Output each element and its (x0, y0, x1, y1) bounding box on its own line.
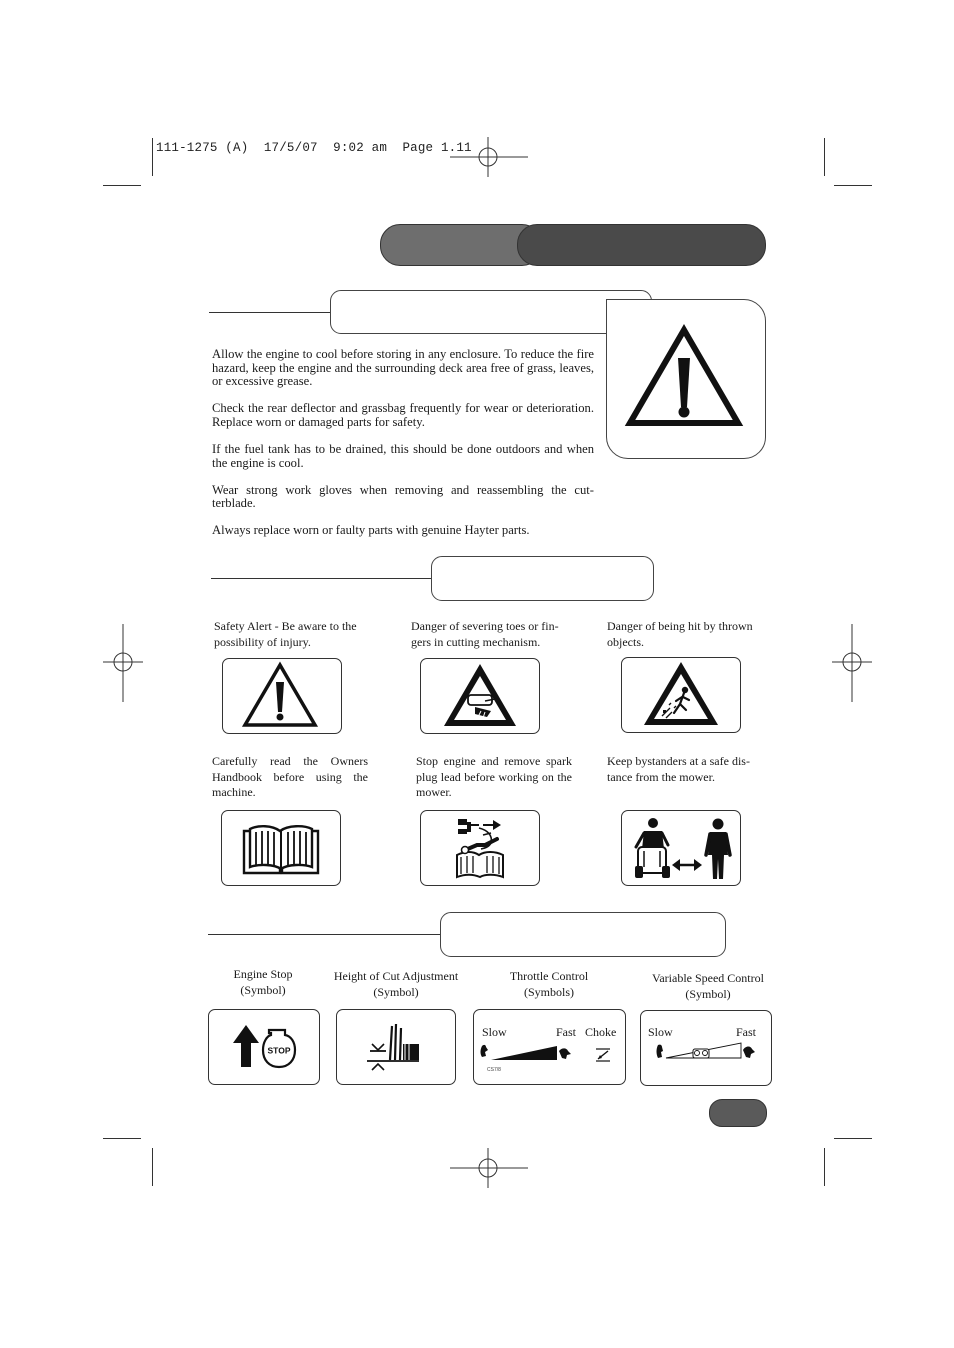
symbol-caption: Danger of being hit by thrown objects. (607, 619, 753, 649)
symbol-card (621, 810, 741, 886)
symbol-card (420, 810, 540, 886)
section-rule (211, 578, 432, 579)
slow-label: Slow (648, 1025, 673, 1039)
section-rule (208, 934, 441, 935)
crop-mark (824, 138, 825, 176)
crop-mark (834, 1138, 872, 1139)
height-of-cut-icon (337, 1010, 455, 1084)
warning-panel (606, 299, 766, 459)
section-heading-box (440, 912, 726, 957)
print-slug: 111-1275 (A) 17/5/07 9:02 am Page 1.11 (156, 141, 472, 155)
bystander-distance-icon (622, 811, 740, 885)
page-number-tab (709, 1099, 767, 1127)
fast-label: Fast (556, 1025, 577, 1039)
crop-mark (103, 185, 141, 186)
thrown-objects-icon (622, 658, 740, 732)
symbol-card (222, 658, 342, 734)
crop-mark (834, 185, 872, 186)
book-icon (222, 811, 340, 885)
registration-mark-icon (450, 1148, 528, 1188)
registration-mark-icon (832, 624, 872, 702)
spark-plug-maintenance-icon (421, 811, 539, 885)
symbol-caption: Danger of severing toes or fin-gers in cutting mechanism. (411, 619, 559, 649)
stop-label: STOP (267, 1045, 291, 1056)
symbol-card (420, 658, 540, 734)
symbol-caption: Carefully read the Owners Handbook before using the machine. (212, 754, 368, 799)
crop-mark (103, 1138, 141, 1139)
paragraph: Allow the engine to cool before storing in any enclosure. To reduce the fire hazard, keep the engine and the surrounding deck area free of grass, leaves, or excessive grease. (212, 347, 594, 389)
control-title: Throttle Control (Symbols) (509, 969, 589, 999)
warning-triangle-icon (223, 659, 341, 733)
section-heading-box (330, 290, 652, 334)
fast-label: Fast (736, 1025, 757, 1039)
registration-mark-icon (103, 624, 143, 702)
paragraph: If the fuel tank has to be drained, this should be done outdoors and when the engine is cool. (212, 441, 594, 470)
symbol-code: CS7/8 (487, 1067, 501, 1073)
crop-mark (152, 1148, 153, 1186)
control-card (640, 1010, 772, 1086)
control-title: Height of Cut Adjustment (Symbol) (333, 969, 459, 999)
warning-triangle-icon (607, 300, 765, 458)
symbol-caption: Keep bystanders at a safe dis-tance from the mower. (607, 754, 750, 784)
crop-mark (824, 1148, 825, 1186)
control-title: Variable Speed Control (Symbol) (652, 971, 764, 1001)
control-card (208, 1009, 320, 1085)
slow-label: Slow (482, 1025, 507, 1039)
symbol-caption: Stop engine and remove spark plug lead before working on the mower. (416, 754, 572, 799)
registration-mark-icon (450, 137, 528, 177)
section-heading-box (431, 556, 654, 601)
control-card (336, 1009, 456, 1085)
variable-speed-icon (641, 1011, 771, 1085)
symbol-caption: Safety Alert - Be aware to the possibility of injury. (214, 619, 357, 649)
section-rule (209, 312, 331, 313)
paragraph: Always replace worn or faulty parts with genuine Hayter parts. (212, 523, 530, 538)
symbol-card (621, 657, 741, 733)
choke-label: Choke (585, 1025, 617, 1039)
paragraph: Wear strong work gloves when removing and reassembling the cut-terblade. (212, 482, 594, 511)
section1-text (212, 348, 594, 551)
cutting-hazard-icon (421, 659, 539, 733)
chapter-tab-right (517, 224, 766, 266)
engine-stop-icon (209, 1010, 319, 1084)
control-title: Engine Stop (Symbol) (233, 967, 293, 997)
symbol-card (221, 810, 341, 886)
paragraph: Check the rear deflector and grassbag frequently for wear or deterioration. Replace worn or damaged parts for safety. (212, 401, 594, 429)
crop-mark (152, 138, 153, 176)
control-card (473, 1009, 626, 1085)
